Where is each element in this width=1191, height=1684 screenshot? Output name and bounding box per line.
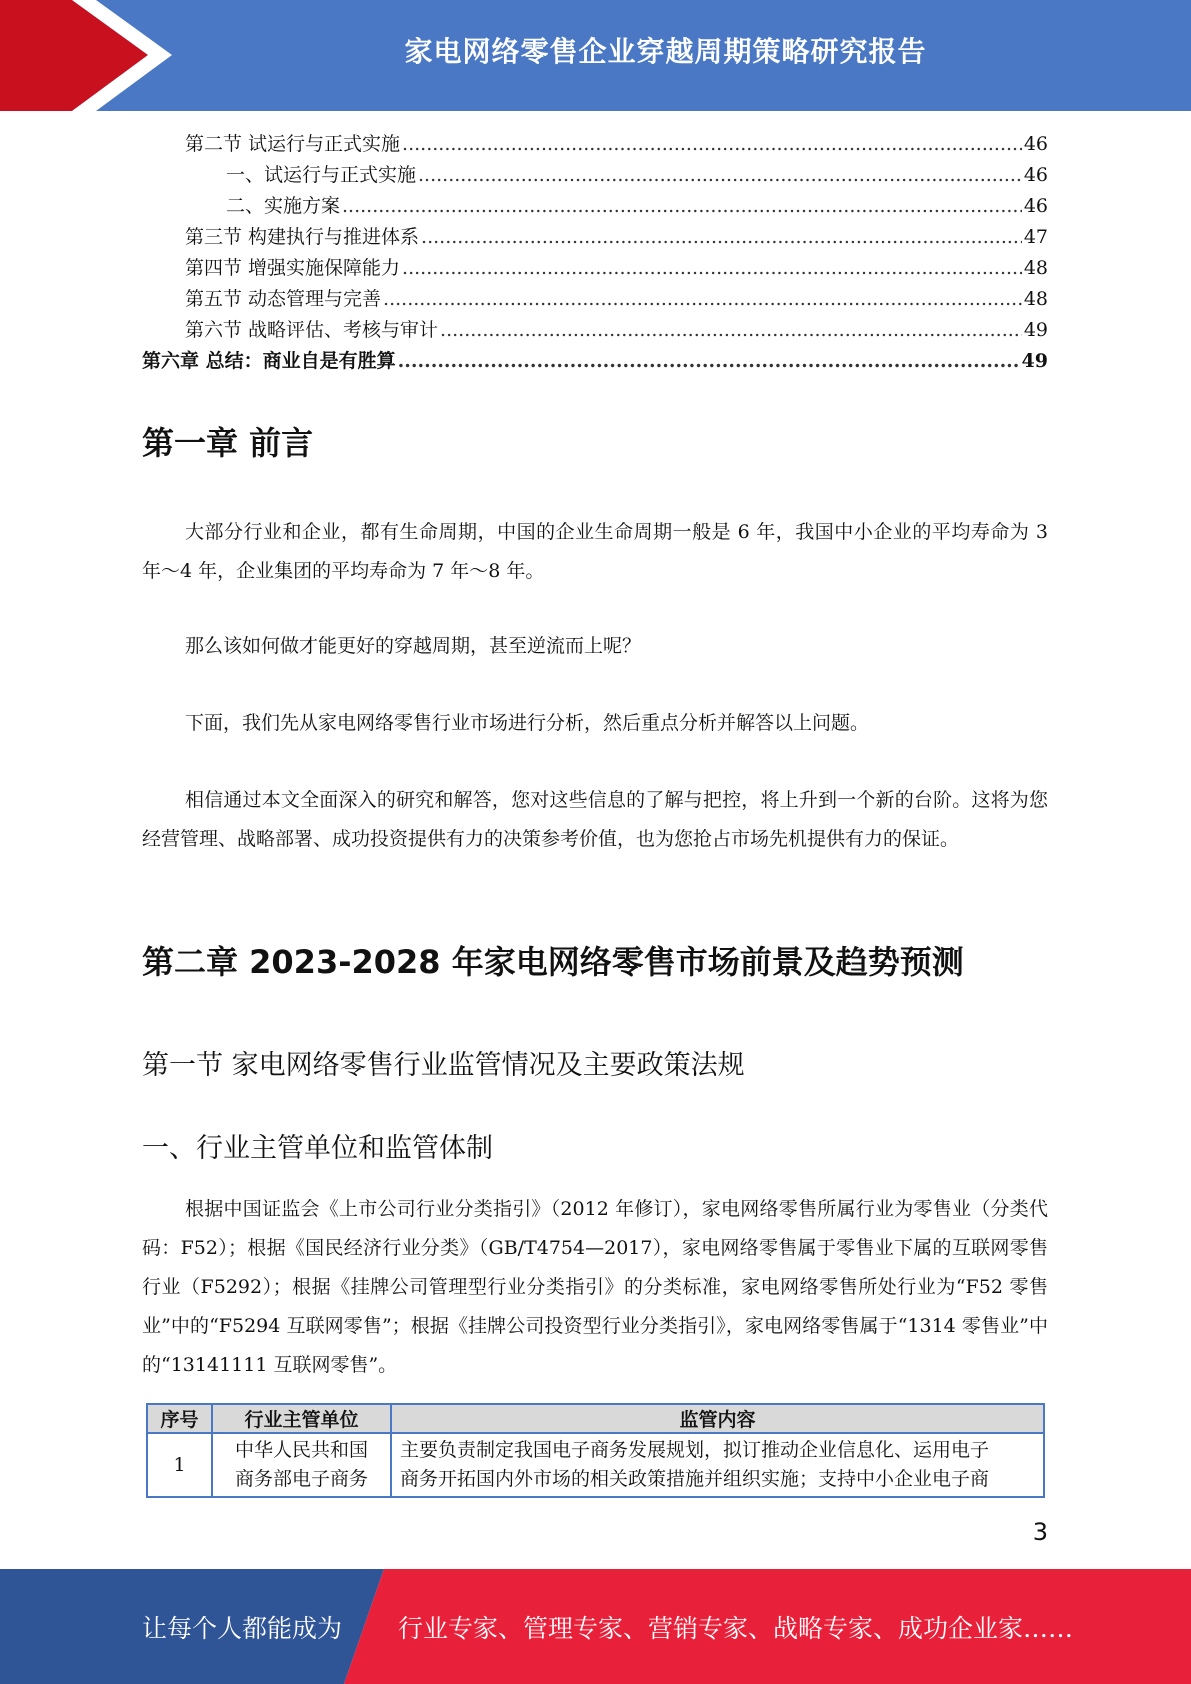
toc-entry-label: 二、实施方案: [226, 195, 341, 217]
footer-slogan-left: 让每个人都能成为: [142, 1614, 343, 1643]
toc-entry-page: 49: [1023, 319, 1048, 341]
chapter-2-heading: 第二章 2023-2028 年家电网络零售市场前景及趋势预测: [142, 943, 964, 981]
toc-entry-page: 46: [1023, 133, 1048, 155]
toc-leader: [418, 160, 1022, 191]
toc-entry[interactable]: [142, 253, 1048, 284]
page-header: [0, 0, 1191, 111]
table-cell-content: [391, 1433, 1044, 1497]
table-of-contents: [142, 129, 1048, 377]
toc-leader: [398, 346, 1020, 377]
table-row: [147, 1433, 1044, 1497]
toc-entry[interactable]: [142, 222, 1048, 253]
table-header-row: [147, 1404, 1044, 1433]
paragraph: 那么该如何做才能更好的穿越周期，甚至逆流而上呢？: [185, 635, 642, 657]
content-line: 主要负责制定我国电子商务发展规划，拟订推动企业信息化、运用电子: [400, 1439, 990, 1461]
toc-entry-page: 48: [1023, 257, 1048, 279]
toc-entry-page: 46: [1023, 195, 1048, 217]
chapter-1-heading: 第一章 前言: [142, 424, 314, 462]
toc-entry-label: 一、试运行与正式实施: [226, 164, 417, 186]
paragraph: 相信通过本文全面深入的研究和解答，您对这些信息的了解与把控，将上升到一个新的台阶。这将为您经营管理、战略部署、成功投资提供有力的决策参考价值，也为您抢占市场先机提供有力的保证。: [142, 789, 1048, 850]
content-line: 商务开拓国内外市场的相关政策措施并组织实施；支持中小企业电子商: [400, 1468, 990, 1490]
toc-leader: [402, 253, 1022, 284]
regulator-table: [146, 1403, 1045, 1498]
toc-entry-page: 49: [1021, 350, 1048, 372]
paragraph: 下面，我们先从家电网络零售行业市场进行分析，然后重点分析并解答以上问题。: [185, 712, 870, 734]
table-header-cell: 监管内容: [391, 1404, 1044, 1433]
toc-entry-page: 47: [1023, 226, 1048, 248]
table-cell-number: 1: [147, 1433, 212, 1497]
toc-leader: [383, 284, 1022, 315]
toc-entry-label: 第四节 增强实施保障能力: [185, 257, 401, 279]
toc-entry[interactable]: [142, 160, 1048, 191]
toc-entry[interactable]: [142, 129, 1048, 160]
toc-entry-page: 46: [1023, 164, 1048, 186]
toc-entry-chapter[interactable]: [142, 346, 1048, 377]
section-heading: 第一节 家电网络零售行业监管情况及主要政策法规: [142, 1050, 745, 1081]
toc-entry-label: 第二节 试运行与正式实施: [185, 133, 401, 155]
toc-leader: [440, 315, 1022, 346]
page-footer: [0, 1569, 1191, 1684]
toc-leader: [421, 222, 1022, 253]
page-number: 3: [1032, 1518, 1048, 1546]
toc-entry[interactable]: [142, 191, 1048, 222]
toc-entry[interactable]: [142, 315, 1048, 346]
table-header-cell: 序号: [147, 1404, 212, 1433]
toc-leader: [402, 129, 1022, 160]
paragraph: 大部分行业和企业，都有生命周期，中国的企业生命周期一般是 6 年，我国中小企业的平均寿命为 3 年～4 年，企业集团的平均寿命为 7 年～8 年。: [142, 521, 1048, 582]
toc-leader: [342, 191, 1022, 222]
table-header-cell: 行业主管单位: [212, 1404, 391, 1433]
toc-entry-label: 第五节 动态管理与完善: [185, 288, 382, 310]
report-title: 家电网络零售企业穿越周期策略研究报告: [404, 35, 927, 68]
toc-entry-page: 48: [1023, 288, 1048, 310]
unit-line: 中华人民共和国: [234, 1439, 368, 1461]
toc-entry-label: 第六章 总结：商业自是有胜算: [142, 350, 396, 372]
unit-line: 商务部电子商务: [234, 1468, 368, 1490]
toc-entry[interactable]: [142, 284, 1048, 315]
table-cell-unit: [212, 1433, 391, 1497]
paragraph: 根据中国证监会《上市公司行业分类指引》（2012 年修订），家电网络零售所属行业为零售业（分类代码：F52）；根据《国民经济行业分类》（GB/T4754—2017），家电网络零售属于零售业下属的互联网零售行业（F5292）；根据《挂牌公司管理型行业分类指引》的分类标准，家电网络零售所处行业为“F52 零售业”中的“F5294 互联网零售”；根据《挂牌公司投资型行业分类指引》，家电网络零售属于“1314 零售业”中的“13141111 互联网零售”。: [142, 1198, 1048, 1376]
toc-entry-label: 第六节 战略评估、考核与审计: [185, 319, 439, 341]
footer-slogan-right: 行业专家、管理专家、营销专家、战略专家、成功企业家……: [398, 1614, 1074, 1643]
subsection-heading: 一、行业主管单位和监管体制: [142, 1133, 493, 1164]
toc-entry-label: 第三节 构建执行与推进体系: [185, 226, 420, 248]
